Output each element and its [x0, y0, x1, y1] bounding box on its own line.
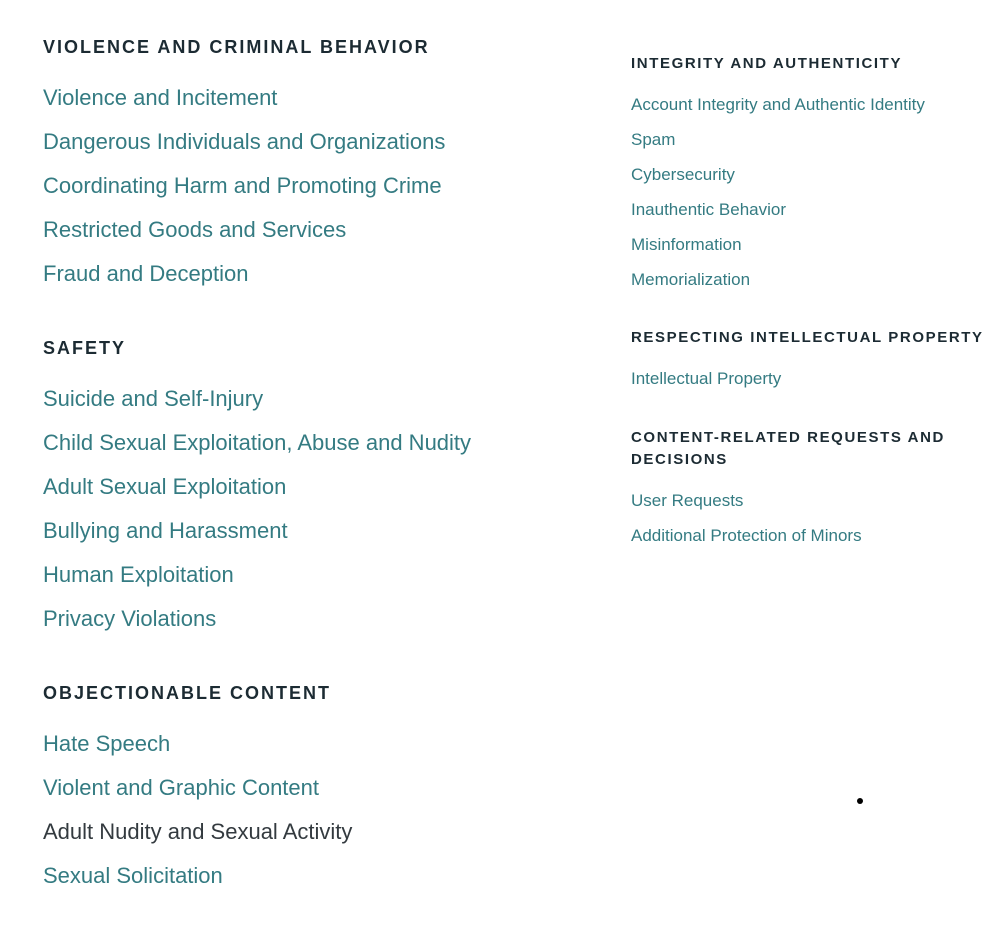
link-restricted-goods[interactable]: Restricted Goods and Services: [43, 217, 347, 242]
section-violence-criminal-behavior: [43, 36, 445, 296]
link-hate-speech[interactable]: Hate Speech: [43, 731, 171, 756]
section-heading: INTEGRITY AND AUTHENTICITY: [631, 55, 903, 72]
list-item: [43, 810, 352, 854]
list-item: [631, 227, 925, 262]
link-intellectual-property[interactable]: Intellectual Property: [631, 369, 782, 388]
link-spam[interactable]: Spam: [631, 130, 676, 149]
section-safety: [43, 337, 471, 641]
link-list: [631, 483, 945, 553]
link-user-requests[interactable]: User Requests: [631, 491, 744, 510]
link-cybersecurity[interactable]: Cybersecurity: [631, 165, 735, 184]
link-coordinating-harm[interactable]: Coordinating Harm and Promoting Crime: [43, 173, 442, 198]
link-violent-graphic-content[interactable]: Violent and Graphic Content: [43, 775, 319, 800]
list-item: [631, 483, 945, 518]
list-item: [631, 157, 925, 192]
list-item: [43, 597, 471, 641]
list-item: [631, 192, 925, 227]
link-list: [631, 361, 984, 396]
link-privacy-violations[interactable]: Privacy Violations: [43, 606, 217, 631]
section-heading: OBJECTIONABLE CONTENT: [43, 683, 332, 703]
list-item: [631, 518, 945, 553]
link-adult-sexual-exploitation[interactable]: Adult Sexual Exploitation: [43, 474, 287, 499]
list-item: [43, 164, 445, 208]
link-bullying-harassment[interactable]: Bullying and Harassment: [43, 518, 288, 543]
section-integrity-authenticity: [631, 53, 925, 297]
link-list: [43, 722, 352, 898]
section-intellectual-property: [631, 327, 984, 396]
section-content-related-requests: [631, 427, 945, 553]
cursor-dot: [857, 798, 863, 804]
list-item: [43, 120, 445, 164]
list-item: [43, 553, 471, 597]
list-item: [43, 76, 445, 120]
link-additional-protection-minors[interactable]: Additional Protection of Minors: [631, 526, 862, 545]
list-item: [631, 122, 925, 157]
link-account-integrity[interactable]: Account Integrity and Authentic Identity: [631, 95, 925, 114]
link-sexual-solicitation[interactable]: Sexual Solicitation: [43, 863, 223, 888]
section-heading: RESPECTING INTELLECTUAL PROPERTY: [631, 329, 984, 346]
section-heading-line2: DECISIONS: [631, 451, 728, 468]
list-item: [43, 465, 471, 509]
list-item: [43, 722, 352, 766]
link-child-sexual-exploitation[interactable]: Child Sexual Exploitation, Abuse and Nudity: [43, 430, 472, 455]
link-list: [631, 87, 925, 297]
link-list: [43, 76, 445, 296]
link-adult-nudity-sexual-activity[interactable]: Adult Nudity and Sexual Activity: [43, 819, 353, 844]
section-heading: SAFETY: [43, 338, 127, 358]
link-memorialization[interactable]: Memorialization: [631, 270, 751, 289]
link-fraud-deception[interactable]: Fraud and Deception: [43, 261, 249, 286]
list-item: [43, 252, 445, 296]
link-violence-incitement[interactable]: Violence and Incitement: [43, 85, 278, 110]
link-list: [43, 377, 471, 641]
section-heading: [631, 427, 945, 471]
link-suicide-self-injury[interactable]: Suicide and Self-Injury: [43, 386, 264, 411]
list-item: [43, 509, 471, 553]
list-item: [631, 361, 984, 396]
list-item: [43, 766, 352, 810]
section-objectionable-content: [43, 682, 352, 898]
list-item: [43, 854, 352, 898]
list-item: [43, 377, 471, 421]
section-heading: VIOLENCE AND CRIMINAL BEHAVIOR: [43, 37, 430, 57]
link-inauthentic-behavior[interactable]: Inauthentic Behavior: [631, 200, 786, 219]
list-item: [43, 421, 471, 465]
link-misinformation[interactable]: Misinformation: [631, 235, 742, 254]
link-human-exploitation[interactable]: Human Exploitation: [43, 562, 234, 587]
list-item: [631, 87, 925, 122]
list-item: [631, 262, 925, 297]
section-heading-line1: CONTENT-RELATED REQUESTS AND: [631, 429, 945, 446]
link-dangerous-individuals[interactable]: Dangerous Individuals and Organizations: [43, 129, 446, 154]
list-item: [43, 208, 445, 252]
